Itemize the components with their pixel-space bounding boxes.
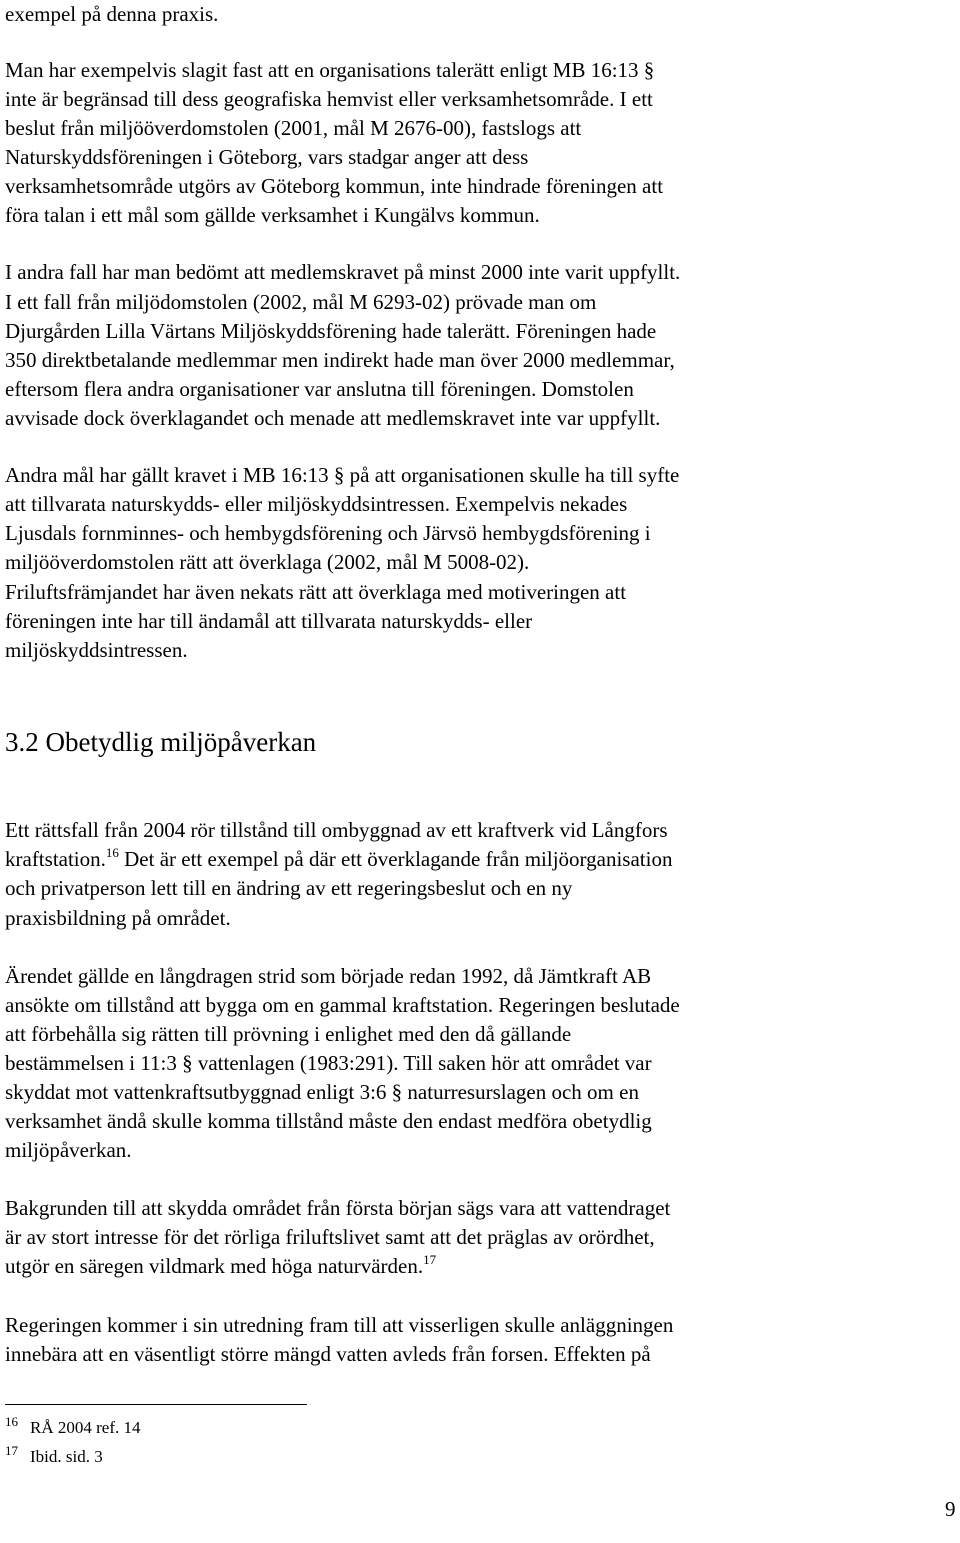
body-text-line: beslut från miljööverdomstolen (2001, mål M 2676-00), fastslogs att (5, 116, 582, 140)
body-text-line: föra talan i ett mål som gällde verksamhet i Kungälvs kommun. (5, 203, 540, 227)
body-text-line: miljöskyddsintressen. (5, 638, 188, 662)
body-text-line: avvisade dock överklagandet och menade att medlemskravet inte var uppfyllt. (5, 406, 661, 430)
body-text-line: Djurgården Lilla Värtans Miljöskyddsförening hade talerätt. Föreningen hade (5, 319, 657, 343)
body-text-line: föreningen inte har till ändamål att tillvarata naturskydds- eller (5, 609, 533, 633)
body-text-line: att tillvarata naturskydds- eller miljöskyddsintressen. Exempelvis nekades (5, 492, 628, 516)
footnote-text: Ibid. sid. 3 (30, 1447, 103, 1466)
body-text-line: 350 direktbetalande medlemmar men indirekt hade man över 2000 medlemmar, (5, 348, 675, 372)
body-text-line: I andra fall har man bedömt att medlemskravet på minst 2000 inte varit uppfyllt. (5, 260, 681, 284)
footnote-number: 16 (5, 1414, 18, 1429)
body-text-line: bestämmelsen i 11:3 § vattenlagen (1983:291). Till saken hör att området var (5, 1051, 652, 1075)
footnote-text: RÅ 2004 ref. 14 (30, 1418, 141, 1437)
footnote-reference: 16 (105, 845, 119, 860)
body-text-line: skyddat mot vattenkraftsutbyggnad enligt 3:6 § naturresurslagen och om en (5, 1080, 639, 1104)
body-text-line: eftersom flera andra organisationer var anslutna till föreningen. Domstolen (5, 377, 634, 401)
body-text-line: verksamhetsområde utgörs av Göteborg kommun, inte hindrade föreningen att (5, 174, 664, 198)
body-text-line: verksamhet ändå skulle komma tillstånd måste den endast medföra obetydlig (5, 1109, 652, 1133)
body-text-line: Bakgrunden till att skydda området från första början sägs vara att vattendraget (5, 1196, 671, 1220)
body-text-line: I ett fall från miljödomstolen (2002, mål M 6293-02) prövade man om (5, 290, 597, 314)
body-text-line: och privatperson lett till en ändring av ett regeringsbeslut och en ny (5, 876, 573, 900)
body-text-line: innebära att en väsentligt större mängd vatten avleds från forsen. Effekten på (5, 1342, 651, 1366)
footnote (5, 1443, 103, 1467)
body-text-line: Ljusdals fornminnes- och hembygdsförening och Järvsö hembygdsförening i (5, 521, 651, 545)
body-text-segment: utgör en säregen vildmark med höga naturvärden. (5, 1254, 424, 1278)
body-text-line: att förbehålla sig rätten till prövning i enlighet med den då gällande (5, 1022, 572, 1046)
body-text-line: miljööverdomstolen rätt att överklaga (2002, mål M 5008-02). (5, 550, 530, 574)
footnote-separator (5, 1404, 307, 1405)
body-text-line: Man har exempelvis slagit fast att en organisations talerätt enligt MB 16:13 § (5, 58, 655, 82)
body-text-line: Naturskyddsföreningen i Göteborg, vars stadgar anger att dess (5, 145, 529, 169)
body-text-line: Ett rättsfall från 2004 rör tillstånd till ombyggnad av ett kraftverk vid Långfors (5, 818, 668, 842)
body-text-line: Ärendet gällde en långdragen strid som började redan 1992, då Jämtkraft AB (5, 964, 652, 988)
body-text-segment: kraftstation. (5, 847, 106, 871)
body-text-segment: Det är ett exempel på där ett överklagande från miljöorganisation (118, 847, 673, 871)
body-text-line: miljöpåverkan. (5, 1138, 132, 1162)
footnote-reference: 17 (423, 1252, 437, 1267)
body-text-line: Friluftsfrämjandet har även nekats rätt att överklaga med motiveringen att (5, 580, 627, 604)
body-text-line: inte är begränsad till dess geografiska hemvist eller verksamhetsområde. I ett (5, 87, 653, 111)
body-text-line (5, 847, 672, 871)
body-text-line (5, 1254, 436, 1278)
body-text-line: ansökte om tillstånd att bygga om en gammal kraftstation. Regeringen beslutade (5, 993, 680, 1017)
body-text-line: Andra mål har gällt kravet i MB 16:13 § på att organisationen skulle ha till syfte (5, 463, 680, 487)
footnote (5, 1414, 141, 1438)
body-text-line: exempel på denna praxis. (5, 2, 219, 26)
page-number: 9 (945, 1497, 956, 1521)
footnote-number: 17 (5, 1443, 18, 1458)
section-heading: 3.2 Obetydlig miljöpåverkan (5, 727, 317, 757)
body-text-line: är av stort intresse för det rörliga friluftslivet samt att det präglas av orördhet, (5, 1225, 655, 1249)
body-text-line: praxisbildning på området. (5, 906, 231, 930)
body-text-line: Regeringen kommer i sin utredning fram till att visserligen skulle anläggningen (5, 1313, 674, 1337)
